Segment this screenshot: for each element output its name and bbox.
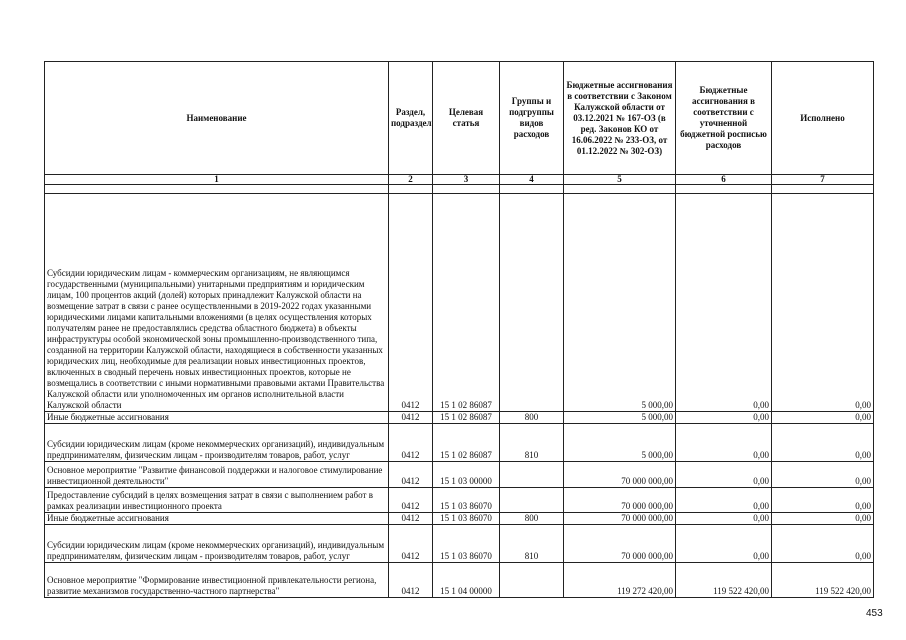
row-target: 15 1 02 86087: [433, 412, 500, 424]
column-number: 2: [389, 175, 433, 185]
page-number: 453: [866, 608, 883, 619]
row-executed-amount: 0,00: [772, 488, 874, 513]
row-section: 0412: [389, 563, 433, 598]
row-group: [500, 194, 564, 412]
row-section: 0412: [389, 488, 433, 513]
row-target: 15 1 02 86087: [433, 424, 500, 462]
row-law-amount: 119 272 420,00: [564, 563, 676, 598]
row-refined-amount: 119 522 420,00: [676, 563, 772, 598]
header-name: Наименование: [45, 62, 389, 175]
row-target: 15 1 04 00000: [433, 563, 500, 598]
row-section: 0412: [389, 194, 433, 412]
row-target: 15 1 02 86087: [433, 194, 500, 412]
row-group: [500, 563, 564, 598]
table-row: [45, 488, 874, 513]
row-name: Основное мероприятие "Формирование инвестиционной привлекательности региона, развитие механизмов государственно-частного партнерства": [45, 563, 389, 598]
row-law-amount: 70 000 000,00: [564, 462, 676, 488]
row-target: 15 1 03 86070: [433, 525, 500, 563]
row-group: [500, 462, 564, 488]
row-section: 0412: [389, 525, 433, 563]
row-name: Иные бюджетные ассигнования: [45, 412, 389, 424]
header-target: Целевая статья: [433, 62, 500, 175]
table-row: [45, 412, 874, 424]
column-number: 3: [433, 175, 500, 185]
row-refined-amount: 0,00: [676, 424, 772, 462]
row-executed-amount: 0,00: [772, 194, 874, 412]
row-target: 15 1 03 00000: [433, 462, 500, 488]
header-refined-allocations: Бюджетные ассигнования в соответствии с уточненной бюджетной росписью расходов: [676, 62, 772, 175]
row-target: 15 1 03 86070: [433, 513, 500, 525]
row-group: 800: [500, 513, 564, 525]
row-refined-amount: 0,00: [676, 525, 772, 563]
table-row: [45, 424, 874, 462]
row-law-amount: 5 000,00: [564, 194, 676, 412]
table-row: [45, 194, 874, 412]
row-section: 0412: [389, 424, 433, 462]
row-law-amount: 70 000 000,00: [564, 525, 676, 563]
row-name: Субсидии юридическим лицам (кроме некоммерческих организаций), индивидуальным предпринимателям, физическим лицам - производителям товаров, работ, услуг: [45, 525, 389, 563]
spacer-row: [45, 185, 874, 194]
row-executed-amount: 0,00: [772, 525, 874, 563]
table-row: [45, 462, 874, 488]
row-law-amount: 5 000,00: [564, 424, 676, 462]
row-name: Субсидии юридическим лицам - коммерческим организациям, не являющимся государственными (муниципальными) унитарными предприятиям и юридическим лицам, 100 процентов акций (долей) которых принадлежит Калужской области на возмещение затрат в связи с ранее осуществленными в 2019-2022 годах указанными юридическими лицами капитальными вложениями (в целях осуществления которых получателям ранее не предоставлялись средства областного бюджета) в объекты инфраструктуры особой экономической зоны промышленно-производственного типа, созданной на территории Калужской области, находящиеся в собственности указанных юридических лиц, необходимые для реализации новых инвестиционных проектов, включенных в сводный перечень новых инвестиционных проектов, которые не возмещались в соответствии с иными нормативными правовыми актами Правительства Калужской области или уполномоченных им органов исполнительной власти Калужской области: [45, 194, 389, 412]
row-law-amount: 70 000 000,00: [564, 488, 676, 513]
header-groups: Группы и подгруппы видов расходов: [500, 62, 564, 175]
header-section: Раздел, подраздел: [389, 62, 433, 175]
row-law-amount: 70 000 000,00: [564, 513, 676, 525]
table-header-row: [45, 62, 874, 175]
row-name: Иные бюджетные ассигнования: [45, 513, 389, 525]
row-executed-amount: 0,00: [772, 412, 874, 424]
row-executed-amount: 0,00: [772, 424, 874, 462]
row-group: [500, 488, 564, 513]
row-refined-amount: 0,00: [676, 488, 772, 513]
column-number: 6: [676, 175, 772, 185]
header-executed: Исполнено: [772, 62, 874, 175]
row-refined-amount: 0,00: [676, 412, 772, 424]
row-name: Субсидии юридическим лицам (кроме некоммерческих организаций), индивидуальным предпринимателям, физическим лицам - производителям товаров, работ, услуг: [45, 424, 389, 462]
header-law-allocations: Бюджетные ассигнования в соответствии с Законом Калужской области от 03.12.2021 № 167-ОЗ (в ред. Законов КО от 16.06.2022 № 233-ОЗ, от 01.12.2022 № 302-ОЗ): [564, 62, 676, 175]
row-target: 15 1 03 86070: [433, 488, 500, 513]
row-group: 800: [500, 412, 564, 424]
column-number: 1: [45, 175, 389, 185]
row-name: Основное мероприятие "Развитие финансовой поддержки и налоговое стимулирование инвестиционной деятельности": [45, 462, 389, 488]
row-name: Предоставление субсидий в целях возмещения затрат в связи с выполнением работ в рамках реализации инвестиционного проекта: [45, 488, 389, 513]
row-executed-amount: 0,00: [772, 513, 874, 525]
row-refined-amount: 0,00: [676, 194, 772, 412]
row-refined-amount: 0,00: [676, 513, 772, 525]
row-refined-amount: 0,00: [676, 462, 772, 488]
column-number: 5: [564, 175, 676, 185]
column-number: 7: [772, 175, 874, 185]
column-number-row: [45, 175, 874, 185]
row-law-amount: 5 000,00: [564, 412, 676, 424]
column-number: 4: [500, 175, 564, 185]
row-group: 810: [500, 525, 564, 563]
row-section: 0412: [389, 412, 433, 424]
row-section: 0412: [389, 513, 433, 525]
table-row: [45, 525, 874, 563]
budget-table: [44, 61, 874, 598]
table-row: [45, 563, 874, 598]
row-section: 0412: [389, 462, 433, 488]
row-executed-amount: 0,00: [772, 462, 874, 488]
row-executed-amount: 119 522 420,00: [772, 563, 874, 598]
table-row: [45, 513, 874, 525]
row-group: 810: [500, 424, 564, 462]
